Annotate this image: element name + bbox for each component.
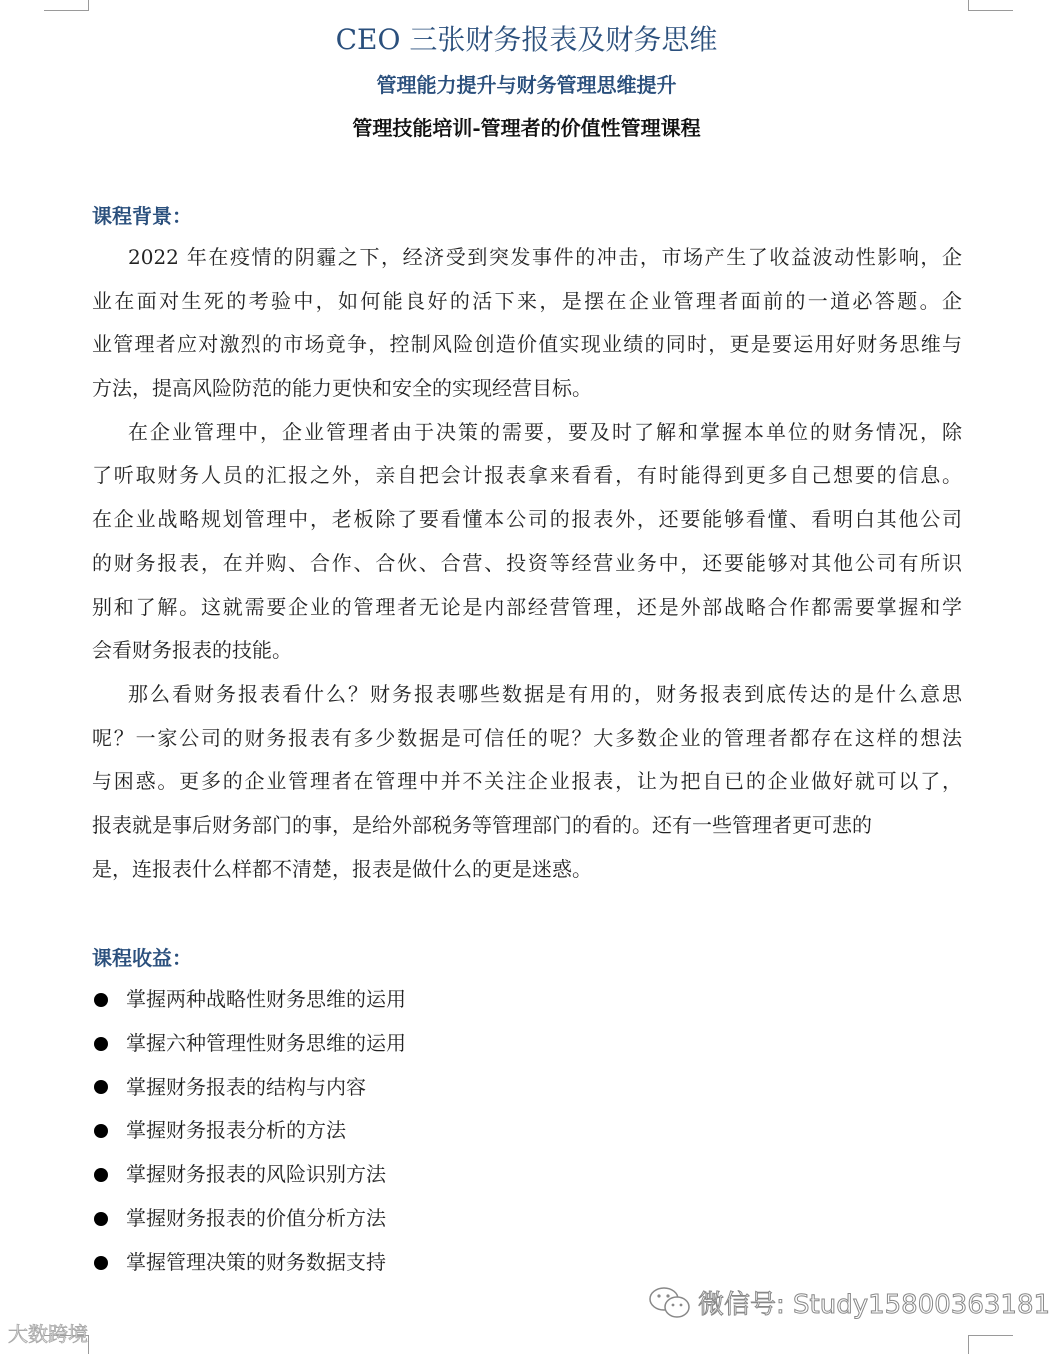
benefits-list [92,978,406,1285]
background-heading: 课程背景： [92,204,192,228]
bullet-icon [94,1256,108,1270]
text-line: 那么看财务报表看什么？财务报表哪些数据是有用的，财务报表到底传达的是什么意思 [128,681,962,706]
text-line: 方法，提高风险防范的能力更快和安全的实现经营目标。 [92,376,592,401]
list-item-text: 掌握财务报表的结构与内容 [126,1074,366,1099]
text-line: 业在面对生死的考验中，如何能良好的活下来，是摆在企业管理者面前的一道必答题。企 [92,288,962,313]
bullet-icon [94,1080,108,1094]
bullet-icon [94,1124,108,1138]
text-line: 会看财务报表的技能。 [92,638,292,663]
benefits-heading: 课程收益： [92,946,192,970]
text-line: 呢？一家公司的财务报表有多少数据是可信任的呢？大多数企业的管理者都存在这样的想法 [92,725,962,750]
text-line: 别和了解。这就需要企业的管理者无论是内部经营管理，还是外部战略合作都需要掌握和学 [92,594,962,619]
list-item-text: 掌握财务报表的价值分析方法 [126,1205,386,1230]
document-title: CEO 三张财务报表及财务思维 [335,23,718,56]
page-corner-mark [44,0,89,11]
document-subtitle-2: 管理技能培训-管理者的价值性管理课程 [352,116,701,140]
list-item [92,1241,406,1285]
bullet-icon [94,1212,108,1226]
list-item-text: 掌握财务报表的风险识别方法 [126,1162,386,1187]
text-line: 业管理者应对激烈的市场竟争，控制风险创造价值实现业绩的同时，更是要运用好财务思维与 [92,332,962,357]
wechat-icon [648,1286,692,1320]
text-line: 是，连报表什么样都不清楚，报表是做什么的更是迷惑。 [92,856,592,881]
brand-watermark: 大数跨境 [8,1322,88,1346]
list-item-text: 掌握管理决策的财务数据支持 [126,1249,386,1274]
bullet-icon [94,1168,108,1182]
bullet-icon [94,993,108,1007]
text-line: 的财务报表，在并购、合作、合伙、合营、投资等经营业务中，还要能够对其他公司有所识 [92,550,962,575]
text-line: 报表就是事后财务部门的事，是给外部税务等管理部门的看的。还有一些管理者更可悲的 [92,812,872,837]
page-corner-mark [968,1335,1013,1354]
list-item [92,978,406,1022]
bullet-icon [94,1037,108,1051]
page-corner-mark [968,0,1013,11]
list-item-text: 掌握财务报表分析的方法 [126,1118,346,1143]
list-item [92,1109,406,1153]
list-item-text: 掌握六种管理性财务思维的运用 [126,1030,406,1055]
text-line: 在企业战略规划管理中，老板除了要看懂本公司的报表外，还要能够看懂、看明白其他公司 [92,507,962,532]
list-item [92,1153,406,1197]
list-item [92,1197,406,1241]
list-item [92,1022,406,1066]
list-item [92,1066,406,1110]
text-line: 在企业管理中，企业管理者由于决策的需要，要及时了解和掌握本单位的财务情况，除 [128,419,962,444]
text-line: 与困惑。更多的企业管理者在管理中并不关注企业报表，让为把自已的企业做好就可以了， [92,769,962,794]
wechat-id-text: 微信号: Study15800363181 [698,1290,1051,1320]
text-line: 了听取财务人员的汇报之外，亲自把会计报表拿来看看，有时能得到更多自己想要的信息。 [92,463,962,488]
list-item-text: 掌握两种战略性财务思维的运用 [126,987,406,1011]
text-line: 2022 年在疫情的阴霾之下，经济受到突发事件的冲击，市场产生了收益波动性影响，企 [128,245,962,269]
background-body [92,236,962,891]
wechat-watermark [648,1284,1050,1321]
document-subtitle: 管理能力提升与财务管理思维提升 [376,73,677,97]
